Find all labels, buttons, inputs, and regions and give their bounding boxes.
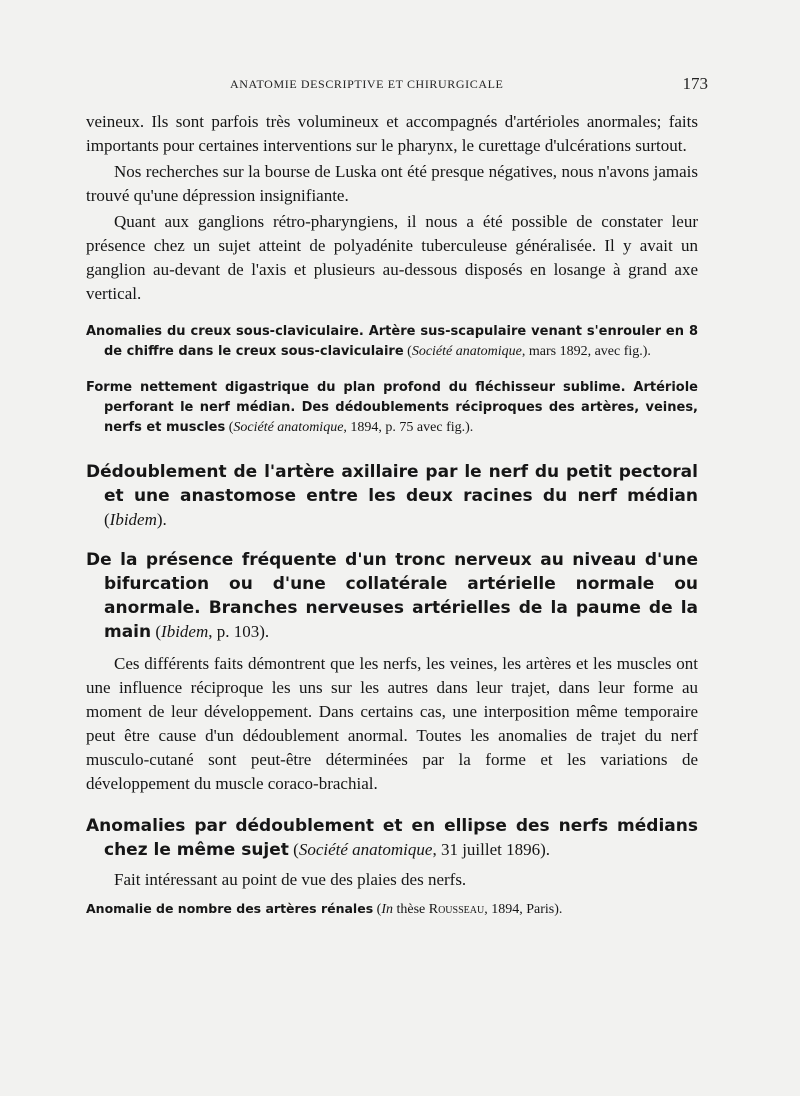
entry-flechisseur-sublime: Forme nettement digastrique du plan profond du fléchisseur sublime. Artériole perforant le nerf médian. Des dédoublements réciproques des artères, veines, nerfs et muscles (Société anatomique, 1894, p. 75 avec fig.). [86,380,698,435]
entry-nerfs-medians: Anomalies par dédoublement et en ellipse des nerfs médians chez le même sujet (Société anatomique, 31 juillet 1896). [86,816,698,860]
entry-source: Société anatomique [233,420,344,435]
entry-tronc-nerveux: De la présence fréquente d'un tronc nerveux au niveau d'une bifurcation ou d'une collatérale artérielle normale ou anormale. Branches nerveuses artérielles de la paume de la main (Ibidem, p. 103). [86,550,698,642]
entry-title: Anomalie de nombre des artères rénales [86,901,374,916]
entry-source: Société anatomique [411,344,522,359]
entry-artere-axillaire: Dédoublement de l'artère axillaire par le nerf du petit pectoral et une anastomose entre les deux racines du nerf médian (Ibidem). [86,462,698,529]
entry-title: Forme nettement digastrique du plan profond du fléchisseur sublime. Artériole perforant le nerf médian. Des dédoublements réciproques des artères, veines, nerfs et muscles [86,380,698,435]
entry-creux-sous-claviculaire: Anomalies du creux sous-claviculaire. Artère sus-scapulaire venant s'enrouler en 8 de chiffre dans le creux sous-claviculaire (Société anatomique, mars 1892, avec fig.). [86,324,698,359]
entry-source: Ibidem [109,510,157,529]
paragraph-differents-faits: Ces différents faits démontrent que les nerfs, les veines, les artères et les muscles ont une influence réciproque les uns sur les autres dans leur trajet, dans leur forme au moment de leur développement. Dans certains cas, une interposition même temporaire peut être cause d'un dédoublement anormal. Toutes les anomalies de trajet du nerf musculo-cutané sont peut-être déterminées par la forme et les variations de développement du muscle coraco-brachial. [86,654,698,793]
entry-title: Dédoublement de l'artère axillaire par le nerf du petit pectoral et une anastomose entre les deux racines du nerf médian [86,462,698,506]
entry-source: Société anatomique [298,840,433,859]
entry-arteres-renales: Anomalie de nombre des artères rénales (In thèse Rousseau, 1894, Paris). [86,901,563,917]
page-number: 173 [682,74,708,93]
entry-title: De la présence fréquente d'un tronc nerveux au niveau d'une bifurcation ou d'une collatérale artérielle normale ou anormale. Branches nerveuses artérielles de la paume de la main [86,550,698,642]
page-header [86,74,708,94]
page-body [86,110,698,919]
entry-title: Anomalies du creux sous-claviculaire. Artère sus-scapulaire venant s'enrouler en 8 de chiffre dans le creux sous-claviculaire [86,324,698,359]
entry-title: Anomalies par dédoublement et en ellipse des nerfs médians chez le même sujet [86,816,698,860]
paragraph-plaies-nerfs: Fait intéressant au point de vue des plaies des nerfs. [114,870,467,889]
paragraph-veineux: veineux. Ils sont parfois très volumineux et accompagnés d'artérioles anormales; faits importants pour certaines interventions sur le pharynx, le curettage d'ulcérations surtout. [86,112,698,155]
entry-source: Ibidem [161,622,209,641]
paragraph-ganglions: Quant aux ganglions rétro-pharyngiens, il nous a été possible de constater leur présence chez un sujet atteint de polyadénite tuberculeuse généralisée. Il y avait un ganglion au-devant de l'axis et plusieurs au-dessous disposés en losange à grand axe vertical. [86,212,698,303]
entry-author: Rousseau [428,902,485,917]
running-title: ANATOMIE DESCRIPTIVE ET CHIRURGICALE [230,77,504,91]
paragraph-luska: Nos recherches sur la bourse de Luska ont été presque négatives, nous n'avons jamais trouvé qu'une dépression insignifiante. [86,162,698,205]
